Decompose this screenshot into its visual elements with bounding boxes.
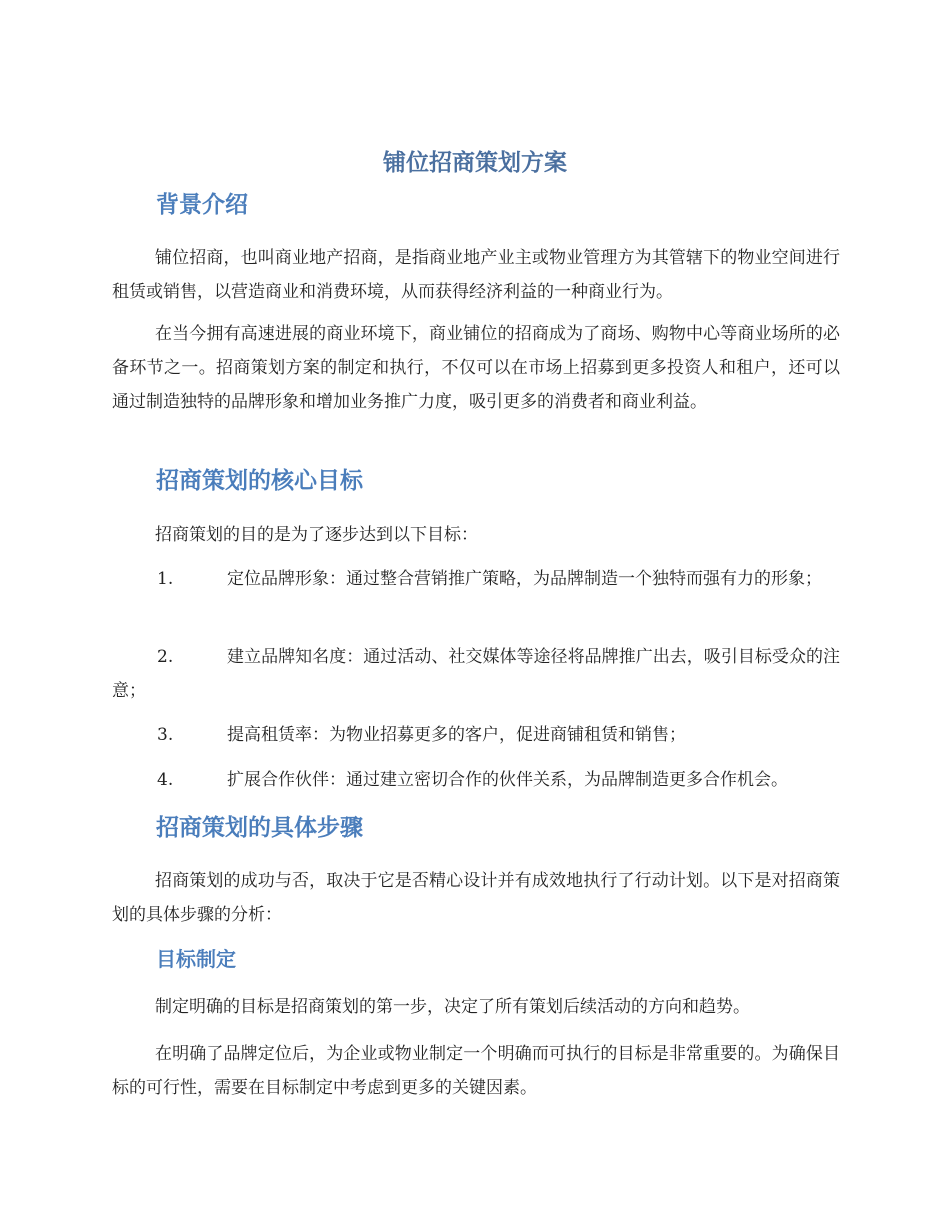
list-item-number: 1. [157,569,174,589]
subheading-goal-setting: 目标制定 [156,947,236,971]
list-item-text: 定位品牌形象：通过整合营销推广策略，为品牌制造一个独特而强有力的形象； [227,569,822,589]
document-title: 铺位招商策划方案 [383,150,567,176]
paragraph-background-1: 铺位招商，也叫商业地产招商，是指商业地产业主或物业管理方为其管辖下的物业空间进行租赁或销售，以营造商业和消费环境，从而获得经济利益的一种商业行为。 [112,248,840,302]
list-item [112,718,840,752]
list-item-text: 提高租赁率：为物业招募更多的客户，促进商铺租赁和销售； [227,725,686,745]
paragraph-steps-intro: 招商策划的成功与否，取决于它是否精心设计并有成效地执行了行动计划。以下是对招商策划的具体步骤的分析： [112,871,840,925]
paragraph-goal-setting-1: 制定明确的目标是招商策划的第一步，决定了所有策划后续活动的方向和趋势。 [155,997,750,1017]
paragraph-goals-intro: 招商策划的目的是为了逐步达到以下目标： [155,525,478,545]
heading-steps: 招商策划的具体步骤 [156,815,363,841]
list-item-text: 扩展合作伙伴：通过建立密切合作的伙伴关系，为品牌制造更多合作机会。 [227,770,788,790]
paragraph-background-2: 在当今拥有高速进展的商业环境下，商业铺位的招商成为了商场、购物中心等商业场所的必备环节之一。招商策划方案的制定和执行，不仅可以在市场上招募到更多投资人和租户，还可以通过制造独特的品牌形象和增加业务推广力度，吸引更多的消费者和商业利益。 [112,324,840,412]
list-item [112,763,840,797]
list-item-number: 2. [157,647,174,667]
list-item-number: 3. [157,725,174,745]
list-item [112,562,840,596]
list-item-text: 建立品牌知名度：通过活动、社交媒体等途径将品牌推广出去，吸引目标受众的注意； [112,647,840,701]
heading-background: 背景介绍 [156,192,248,218]
list-item-number: 4. [157,770,174,790]
list-item [112,640,840,708]
heading-goals: 招商策划的核心目标 [156,468,363,494]
paragraph-goal-setting-2: 在明确了品牌定位后，为企业或物业制定一个明确而可执行的目标是非常重要的。为确保目标的可行性，需要在目标制定中考虑到更多的关键因素。 [112,1044,840,1098]
